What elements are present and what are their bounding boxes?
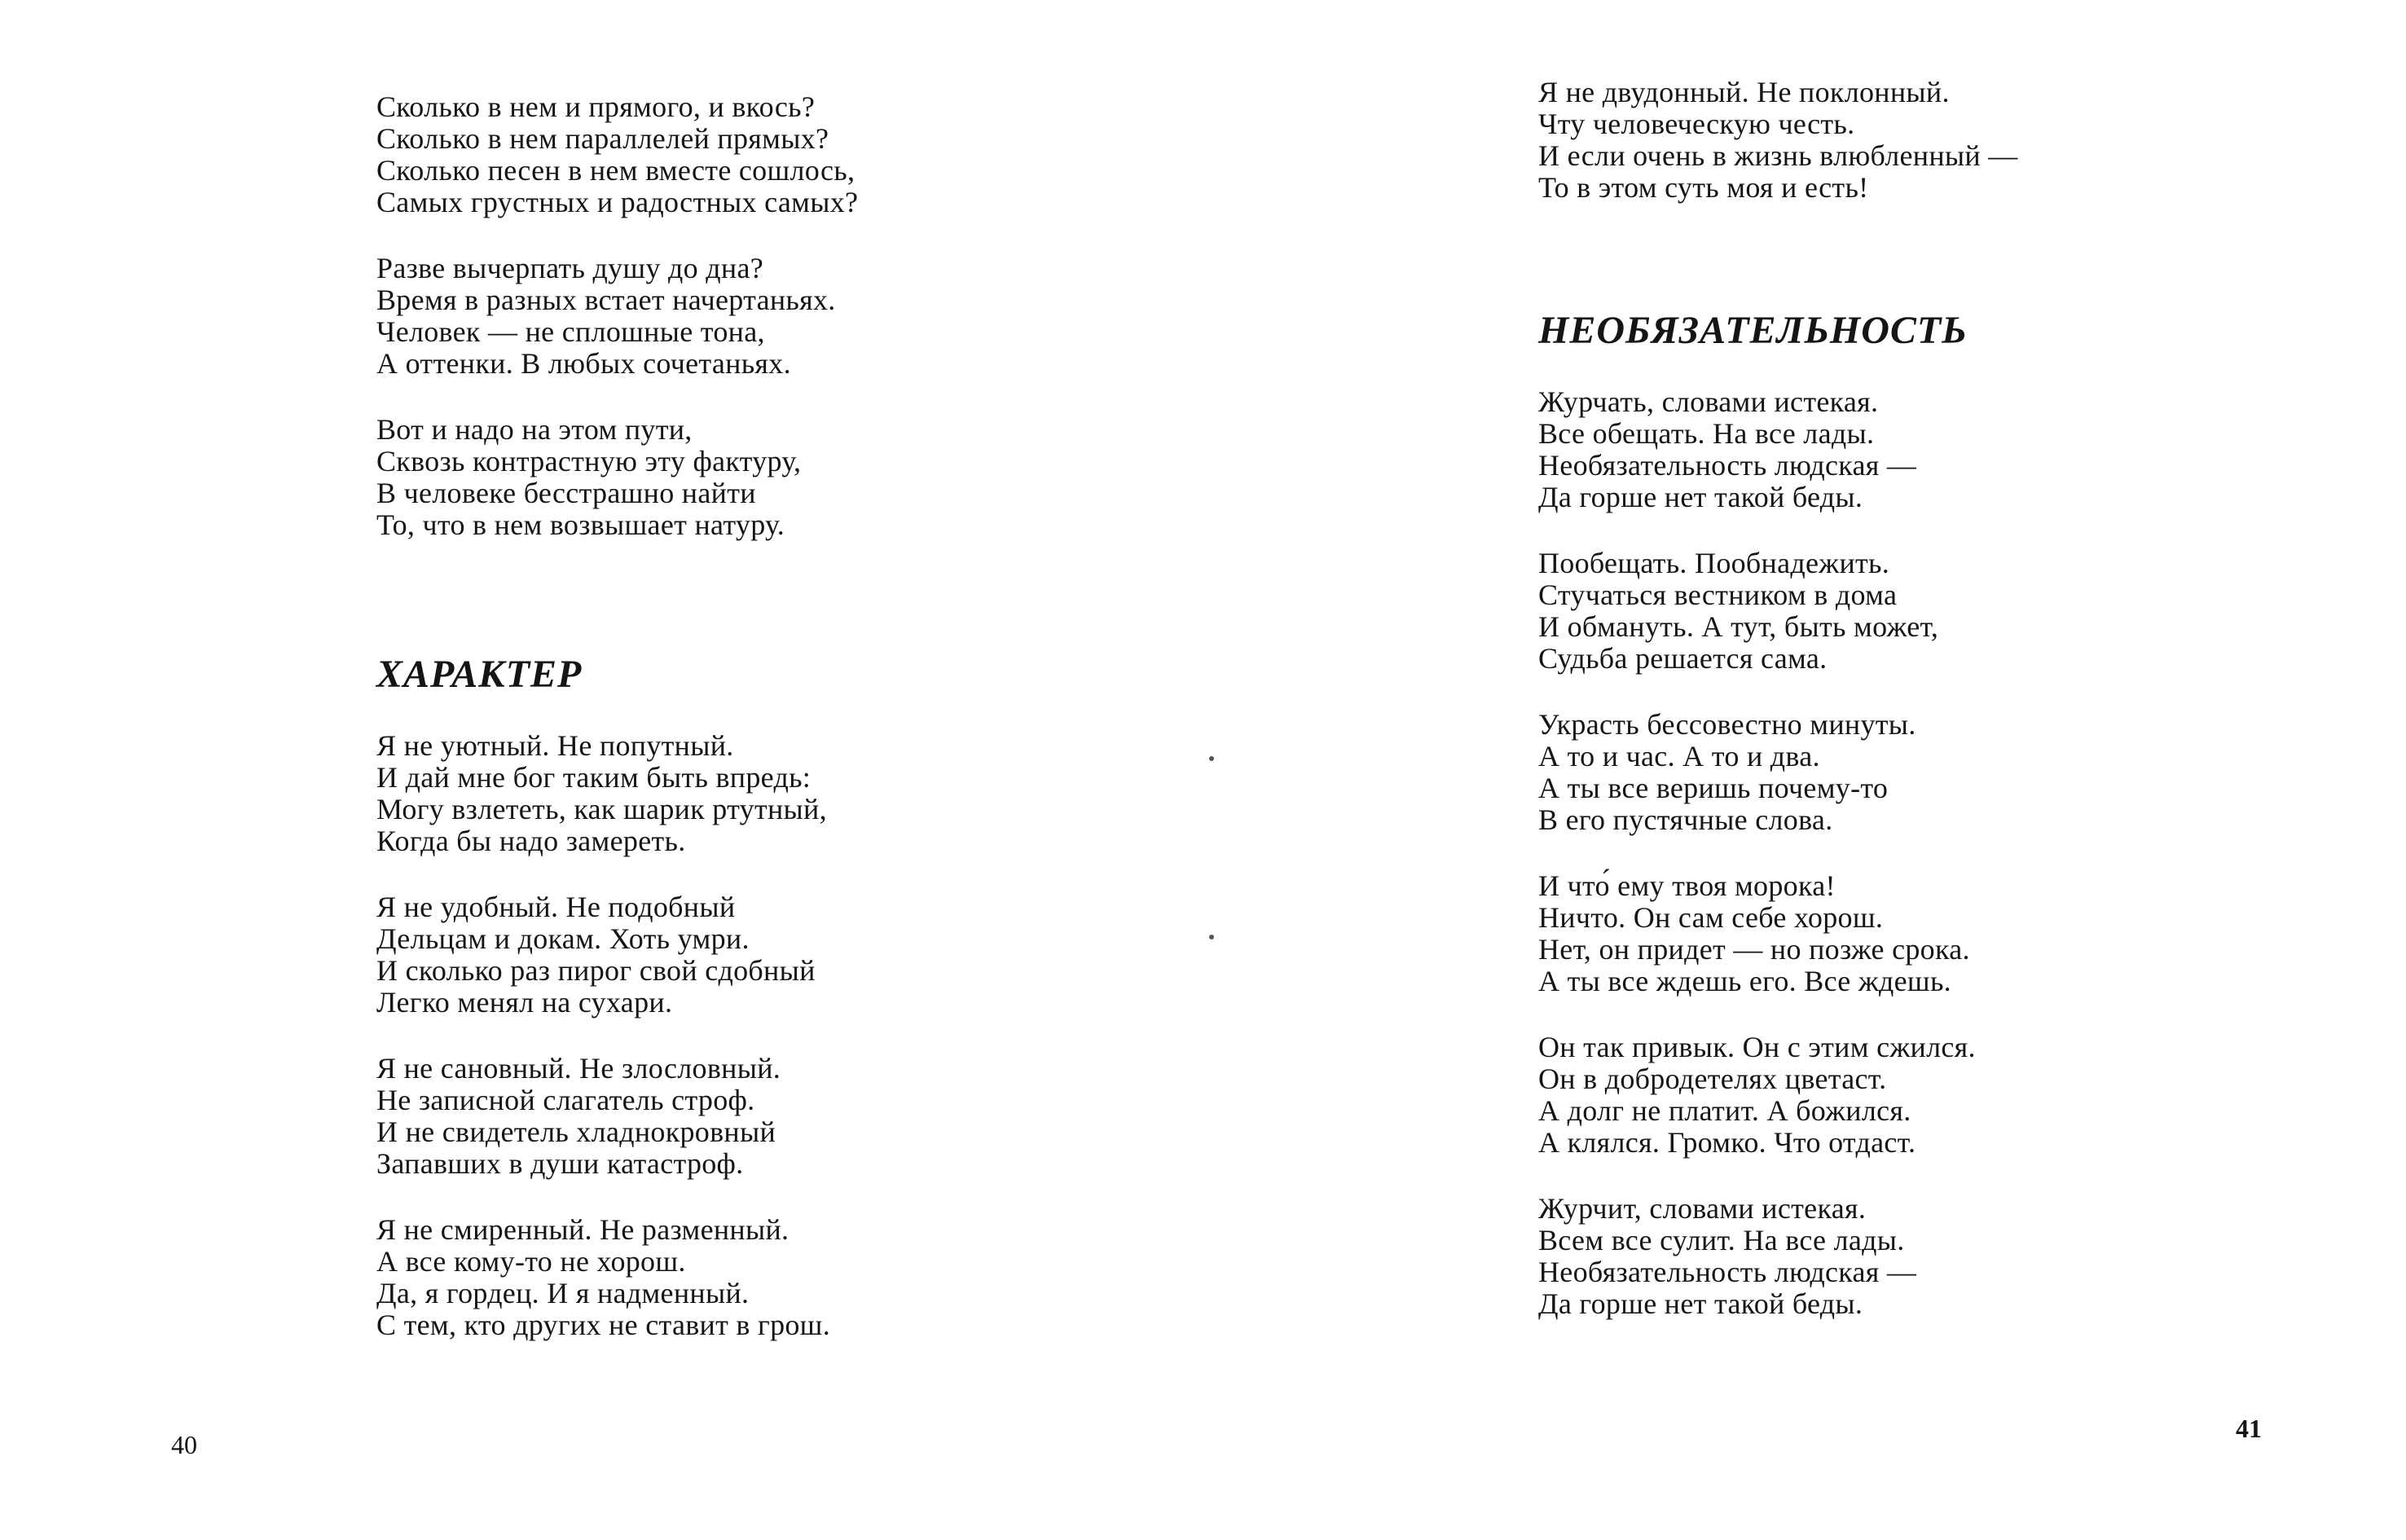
poem-line: А ты все веришь почему-то (1538, 772, 1889, 804)
poem-line: Дельцам и докам. Хоть умри. (376, 922, 750, 955)
poem-line: С тем, кто других не ставит в грош. (376, 1309, 831, 1341)
poem-line: Сколько в нем и прямого, и вкось? (376, 90, 816, 123)
poem-line: Не записной слагатель строф. (376, 1084, 755, 1116)
poem-line: Украсть бессовестно минуты. (1538, 708, 1916, 741)
page-number-left: 40 (171, 1430, 197, 1459)
stanza (1538, 548, 2312, 675)
poem-untitled-end (376, 91, 1110, 541)
poem-line: Все обещать. На все лады. (1538, 417, 1875, 450)
poem-line: А то и час. А то и два. (1538, 740, 1820, 772)
poem-line: Я не двудонный. Не поклонный. (1538, 76, 1950, 108)
stanza (1538, 386, 2312, 513)
poem-line: Когда бы надо замереть. (376, 825, 686, 857)
poem-line: Запавших в души катастроф. (376, 1147, 744, 1180)
right-page-column (1538, 77, 2312, 1354)
poem-line: Да, я гордец. И я надменный. (376, 1277, 750, 1309)
poem-line: Чту человеческую честь. (1538, 108, 1855, 140)
poem-line: Могу взлететь, как шарик ртутный, (376, 793, 827, 825)
poem-title-optionality: НЕОБЯЗАТЕЛЬНОСТЬ (1538, 309, 1968, 352)
poem-line: И не свидетель хладнокровный (376, 1115, 776, 1148)
poem-line: И если очень в жизнь влюбленный — (1538, 139, 2018, 172)
poem-line: Необязательность людская — (1538, 449, 1917, 482)
poem-line: Необязательность людская — (1538, 1256, 1917, 1288)
poem-line: Время в разных встает начертаньях. (376, 284, 836, 316)
poem-line: Ничто. Он сам себе хорош. (1538, 901, 1884, 934)
stanza (376, 91, 1110, 218)
right-page (1203, 0, 2406, 1540)
poem-line: В человеке бесстрашно найти (376, 477, 756, 509)
poem-line: Самых грустных и радостных самых? (376, 186, 859, 218)
stanza (376, 891, 1110, 1019)
poem-line: Сквозь контрастную эту фактуру, (376, 445, 802, 477)
page-number-right: 41 (2236, 1414, 2262, 1443)
poem-line: Человек — не сплошные тона, (376, 315, 765, 348)
poem-line: Судьба решается сама. (1538, 642, 1828, 675)
poem-line: Легко менял на сухари. (376, 986, 673, 1019)
poem-line: Да горше нет такой беды. (1538, 481, 1863, 513)
poem-line: Разве вычерпать душу до дна? (376, 252, 764, 284)
poem-line: И дай мне бог таким быть впредь: (376, 761, 812, 794)
poem-line: В его пустячные слова. (1538, 803, 1833, 836)
stanza (376, 414, 1110, 541)
poem-line: А все кому-то не хорош. (376, 1245, 686, 1278)
poem-line: Стучаться вестником в дома (1538, 579, 1898, 611)
poem-character (376, 730, 1110, 1341)
stanza (376, 1053, 1110, 1180)
poem-line: Нет, он придет — но позже срока. (1538, 933, 1970, 966)
poem-line: Журчит, словами истекая. (1538, 1192, 1867, 1225)
poem-line: Я не удобный. Не подобный (376, 891, 736, 923)
stanza (1538, 1032, 2312, 1159)
poem-line: Он в добродетелях цветаст. (1538, 1063, 1887, 1095)
poem-line: Сколько песен в нем вместе сошлось, (376, 154, 856, 187)
poem-line: А ты все ждешь его. Все ждешь. (1538, 965, 1951, 997)
stanza (376, 730, 1110, 857)
poem-line: То в этом суть моя и есть! (1538, 171, 1869, 204)
poem-line: Вот и надо на этом пути, (376, 413, 693, 446)
stanza (1538, 1193, 2312, 1320)
poem-line: И что́ ему твоя морока! (1538, 869, 1836, 902)
poem-line: Я не уютный. Не попутный. (376, 729, 734, 762)
poem-line: Я не смиренный. Не разменный. (376, 1213, 790, 1246)
poem-line: Журчать, словами истекая. (1538, 385, 1879, 418)
poem-line: Всем все сулит. На все лады. (1538, 1224, 1905, 1256)
poem-line: Сколько в нем параллелей прямых? (376, 122, 829, 155)
poem-title-character: ХАРАКТЕР (376, 653, 583, 696)
poem-line: Да горше нет такой беды. (1538, 1287, 1863, 1320)
left-page-column (376, 91, 1110, 1375)
poem-line: И обмануть. А тут, быть может, (1538, 610, 1939, 643)
poem-line: И сколько раз пирог свой сдобный (376, 954, 816, 987)
stanza (1538, 709, 2312, 836)
poem-line: А долг не платит. А божился. (1538, 1094, 1911, 1127)
poem-line: А оттенки. В любых сочетаньях. (376, 347, 791, 380)
poem-line: А клялся. Громко. Что отдаст. (1538, 1126, 1916, 1159)
stanza (1538, 77, 2312, 204)
stanza (1538, 870, 2312, 997)
poem-line: То, что в нем возвышает натуру. (376, 508, 785, 541)
stanza (376, 253, 1110, 380)
poem-optionality (1538, 386, 2312, 1320)
poem-line: Я не сановный. Не злословный. (376, 1052, 781, 1085)
stanza (376, 1214, 1110, 1341)
poem-line: Пообещать. Пообнадежить. (1538, 547, 1890, 579)
poem-character-end (1538, 77, 2312, 204)
poem-line: Он так привык. Он с этим сжился. (1538, 1031, 1976, 1063)
